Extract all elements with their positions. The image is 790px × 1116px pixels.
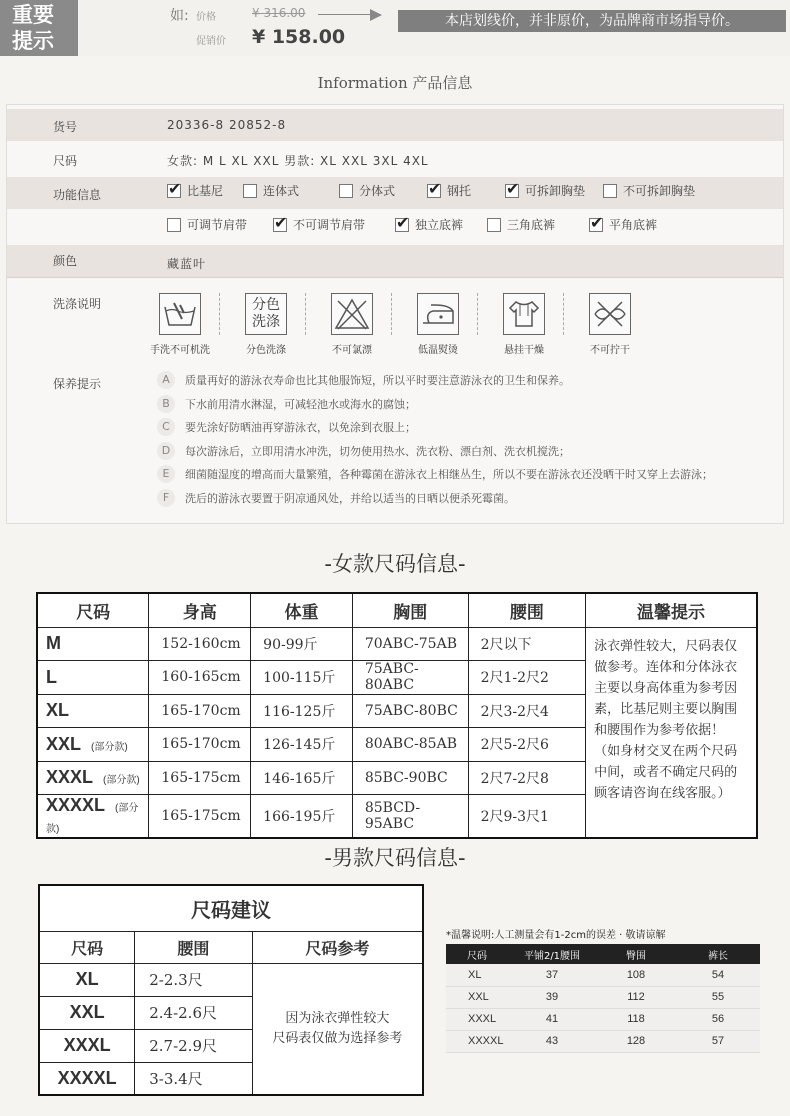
care-tip (157, 465, 713, 483)
dashed-divider (305, 293, 306, 335)
measure-cell: XXXL (446, 1008, 508, 1030)
table-row (446, 964, 760, 986)
measure-header-row (446, 944, 760, 964)
no-wring-icon (589, 293, 631, 335)
feature-label: 可拆卸胸垫 (525, 184, 586, 198)
care-tip (157, 489, 515, 507)
table-row (37, 627, 757, 661)
height-cell: 152-160cm (149, 627, 251, 661)
price-notice: 本店划线价，并非原价，为品牌商市场指导价。 (398, 10, 786, 32)
care-letter-icon: A (157, 371, 175, 389)
wash-label: 分色洗涤 (246, 345, 286, 356)
care-label: 保养提示 (53, 377, 102, 391)
column-header: 臀围 (596, 944, 676, 964)
item-no-label: 货号 (53, 120, 78, 134)
feature-label: 可调节肩带 (187, 218, 248, 232)
size-cell: XXXL (39, 1029, 135, 1062)
bust-cell: 70ABC-75AB (352, 627, 468, 661)
care-tip (157, 442, 570, 460)
checkbox-icon (395, 218, 409, 232)
care-tip (157, 371, 570, 389)
badge-line-1: 重要 (12, 3, 54, 27)
column-header: 胸围 (352, 593, 468, 627)
low-iron-instruction (393, 293, 483, 356)
care-text: 洗后的游泳衣要置于阴凉通风处，并给以适当的日晒以便杀死霉菌。 (185, 491, 515, 505)
separate-wash-icon: 分色 洗涤 (245, 293, 287, 335)
checkbox-icon (167, 184, 181, 198)
size-cell (37, 661, 149, 695)
product-info-panel (6, 104, 784, 524)
checkbox-icon (427, 184, 441, 198)
size-cell (37, 627, 149, 661)
size-value: M (46, 633, 61, 654)
feature-checkbox (589, 216, 657, 233)
measure-cell: XXL (446, 986, 508, 1008)
size-cell (37, 728, 149, 762)
feature-checkbox (243, 182, 299, 199)
women-size-title: -女款尺码信息- (324, 552, 466, 576)
size-cell: XXXXL (39, 1062, 135, 1095)
feature-checkbox (505, 182, 585, 199)
measure-cell: 108 (596, 964, 676, 986)
orig-price-label: 价格 (196, 12, 216, 23)
care-text: 要先涂好防晒油再穿游泳衣，以免涂到衣服上； (185, 421, 416, 434)
size-note: (部分款) (103, 775, 140, 787)
care-text: 每次游泳后，立即用清水冲洗，切勿使用热水、洗衣粉、漂白剂、洗衣机搅洗； (185, 444, 570, 458)
dashed-divider (477, 293, 478, 335)
size-row (7, 143, 783, 175)
feature-checkbox (273, 216, 365, 233)
waist-cell: 2尺以下 (468, 627, 586, 661)
weight-cell: 126-145斤 (251, 728, 353, 762)
wash-label: 低温熨烫 (418, 345, 458, 356)
wash-label: 手洗不可机洗 (150, 345, 210, 356)
divider (7, 277, 783, 278)
weight-cell: 166-195斤 (251, 795, 353, 839)
table-row (446, 986, 760, 1008)
bust-cell: 85BC-90BC (352, 761, 468, 795)
feature-label: 分体式 (359, 184, 396, 198)
size-label: 尺码 (53, 154, 78, 168)
bust-cell: 80ABC-85AB (352, 728, 468, 762)
column-header: 腰围 (135, 931, 252, 963)
waist-cell: 2尺7-2尺8 (468, 761, 586, 795)
size-tip: 泳衣弹性较大，尺码表仅做参考。连体和分体泳衣主要以身高体重为参考因素，比基尼则主要以胸围和腰围作为参考依据！（如身材交叉在两个尺码中间，或者不确定尺码的顾客请咨询在线客服。） (586, 627, 757, 838)
men-table-caption: 尺码建议 (39, 885, 423, 931)
dashed-divider (563, 293, 564, 335)
dashed-divider (391, 293, 392, 335)
size-note: (部分款) (46, 803, 139, 835)
feature-label: 不可调节肩带 (293, 218, 366, 232)
arrow-icon (318, 14, 378, 15)
care-tip (157, 395, 416, 413)
bust-cell: 85BCD-95ABC (352, 795, 468, 839)
checkbox-icon (273, 218, 287, 232)
men-header-row (39, 931, 423, 963)
measure-cell: 54 (676, 964, 760, 986)
checkbox-icon (339, 184, 353, 198)
size-value: XXXXL (46, 795, 106, 815)
table-row (446, 1008, 760, 1030)
weight-cell: 116-125斤 (251, 694, 353, 728)
wash-label: 不可氯漂 (332, 345, 372, 356)
women-size-table (36, 592, 758, 839)
sale-price: ¥ 158.00 (252, 26, 346, 48)
arrow-head-icon (370, 9, 382, 21)
weight-cell: 146-165斤 (251, 761, 353, 795)
column-header: 体重 (251, 593, 353, 627)
measure-cell: XL (446, 964, 508, 986)
height-cell: 165-175cm (149, 761, 251, 795)
size-value: 女款: M L XL XXL 男款: XL XXL 3XL 4XL (167, 154, 429, 168)
size-cell (37, 795, 149, 839)
care-text: 质量再好的游泳衣寿命也比其他服饰短，所以平时要注意游泳衣的卫生和保养。 (185, 374, 570, 387)
badge-line-2: 提示 (12, 29, 54, 53)
feature-checkbox (395, 216, 463, 233)
feature-label: 比基尼 (187, 184, 224, 198)
column-header: 身高 (149, 593, 251, 627)
weight-cell: 100-115斤 (251, 661, 353, 695)
color-row (7, 245, 783, 277)
waist-cell: 3-3.4尺 (135, 1062, 252, 1095)
measure-cell: 37 (508, 964, 596, 986)
important-badge (0, 0, 78, 56)
waist-cell: 2尺9-3尺1 (468, 795, 586, 839)
men-size-table (38, 884, 424, 1096)
measure-table (446, 944, 760, 1053)
wash-label: 洗涤说明 (53, 297, 102, 311)
height-cell: 160-165cm (149, 661, 251, 695)
function-label: 功能信息 (53, 188, 102, 202)
height-cell: 165-170cm (149, 728, 251, 762)
color-value: 藏蓝叶 (167, 257, 207, 271)
color-label: 颜色 (53, 254, 78, 268)
waist-cell: 2.4-2.6尺 (135, 996, 252, 1029)
column-header: 尺码 (446, 944, 508, 964)
waist-cell: 2-2.3尺 (135, 963, 252, 996)
column-header: 腰围 (468, 593, 586, 627)
item-no-row (7, 109, 783, 141)
example-label: 如: (170, 8, 189, 24)
care-text: 细菌随湿度的增高而大量繁殖，各种霉菌在游泳衣上相继丛生，所以不要在游泳衣还没晒干时又穿上去游泳； (185, 468, 713, 481)
low-iron-icon (417, 293, 459, 335)
info-title: Information 产品信息 (317, 74, 473, 92)
item-no-value: 20336-8 20852-8 (167, 118, 287, 132)
no-bleach-icon (331, 293, 373, 335)
checkbox-icon (243, 184, 257, 198)
waist-cell: 2.7-2.9尺 (135, 1029, 252, 1062)
bust-cell: 75ABC-80BC (352, 694, 468, 728)
feature-label: 连体式 (263, 184, 300, 198)
women-header-row (37, 593, 757, 627)
bust-cell: 75ABC-80ABC (352, 661, 468, 695)
care-letter-icon: E (157, 465, 175, 483)
height-cell: 165-175cm (149, 795, 251, 839)
checkbox-icon (167, 218, 181, 232)
checkbox-icon (505, 184, 519, 198)
measure-cell: 41 (508, 1008, 596, 1030)
feature-label: 不可拆卸胸垫 (623, 184, 696, 198)
wash-label: 不可拧干 (590, 345, 630, 356)
weight-cell: 90-99斤 (251, 627, 353, 661)
feature-label: 平角底裤 (609, 218, 658, 232)
size-cell: XL (39, 963, 135, 996)
measure-cell: 112 (596, 986, 676, 1008)
measure-cell: 39 (508, 986, 596, 1008)
care-letter-icon: B (157, 395, 175, 413)
no-bleach-instruction (307, 293, 397, 356)
feature-checkbox (339, 182, 395, 199)
feature-checkbox (427, 182, 471, 199)
hand-wash-icon (159, 293, 201, 335)
size-value: XL (46, 700, 70, 721)
height-cell: 165-170cm (149, 694, 251, 728)
separate-wash-instruction (221, 293, 311, 356)
dashed-divider (219, 293, 220, 335)
size-cell (37, 761, 149, 795)
size-cell: XXL (39, 996, 135, 1029)
size-note: (部分款) (91, 741, 128, 753)
checkbox-icon (589, 218, 603, 232)
waist-cell: 2尺5-2尺6 (468, 728, 586, 762)
hand-wash-instruction (135, 293, 225, 356)
care-text: 下水前用清水淋湿，可减轻池水或海水的腐蚀； (185, 397, 416, 411)
hang-dry-icon (503, 293, 545, 335)
men-size-title: -男款尺码信息- (324, 846, 466, 870)
feature-checkbox (167, 216, 247, 233)
size-value: L (46, 666, 57, 687)
measure-note: *温馨说明:人工测量会有1-2cm的误差 · 敬请谅解 (446, 930, 666, 941)
care-letter-icon: F (157, 489, 175, 507)
wash-label: 悬挂干燥 (504, 345, 544, 356)
hang-dry-instruction (479, 293, 569, 356)
original-price: ¥ 316.00 (252, 6, 306, 20)
waist-cell: 2尺1-2尺2 (468, 661, 586, 695)
size-value: XXL (46, 733, 82, 754)
feature-checkbox (487, 216, 555, 233)
checkbox-icon (487, 218, 501, 232)
table-row (446, 1030, 760, 1052)
measure-cell: 57 (676, 1030, 760, 1052)
measure-cell: XXXXL (446, 1030, 508, 1052)
feature-label: 独立底裤 (415, 218, 464, 232)
size-value: XXXL (46, 767, 94, 788)
feature-checkbox (603, 182, 695, 199)
feature-label: 三角底裤 (507, 218, 556, 232)
feature-label: 钢托 (447, 184, 472, 198)
measure-cell: 56 (676, 1008, 760, 1030)
checkbox-icon (603, 184, 617, 198)
measure-cell: 55 (676, 986, 760, 1008)
column-header: 温馨提示 (586, 593, 757, 627)
size-cell (37, 694, 149, 728)
measure-cell: 43 (508, 1030, 596, 1052)
care-tip (157, 418, 416, 436)
column-header: 裤长 (676, 944, 760, 964)
care-letter-icon: D (157, 442, 175, 460)
no-wring-instruction (565, 293, 655, 356)
care-letter-icon: C (157, 418, 175, 436)
waist-cell: 2尺3-2尺4 (468, 694, 586, 728)
column-header: 平铺2/1腰围 (508, 944, 596, 964)
column-header: 尺码参考 (252, 931, 423, 963)
column-header: 尺码 (37, 593, 149, 627)
table-row (39, 963, 423, 996)
size-reference: 因为泳衣弹性较大 尺码表仅做为选择参考 (252, 963, 423, 1095)
feature-checkbox (167, 182, 223, 199)
measure-cell: 128 (596, 1030, 676, 1052)
column-header: 尺码 (39, 931, 135, 963)
measure-cell: 118 (596, 1008, 676, 1030)
sale-price-label: 促销价 (196, 36, 226, 47)
